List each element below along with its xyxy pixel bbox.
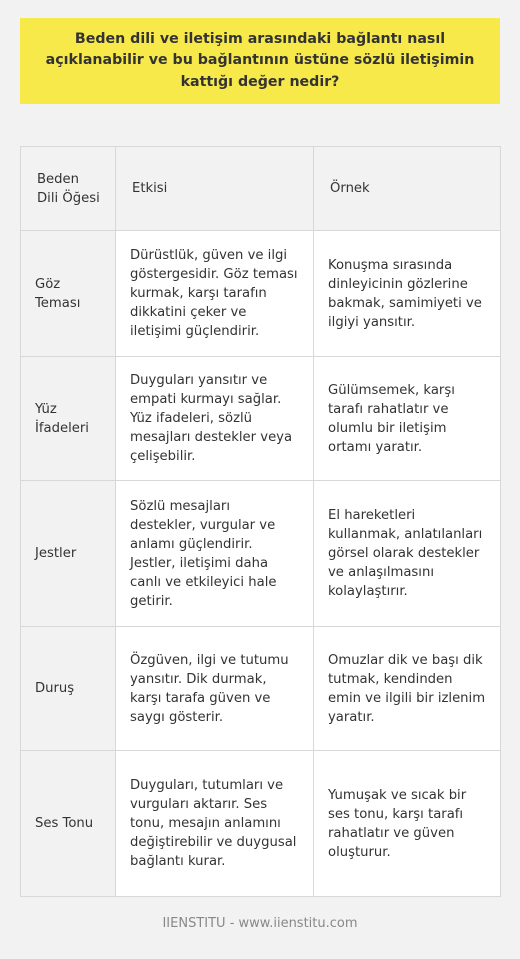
row-effect: Özgüven, ilgi ve tutumu yansıtır. Dik durmak, karşı tarafa güven ve saygı gösterir.	[116, 627, 314, 751]
row-feature: Yüz İfadeleri	[21, 357, 116, 481]
row-feature: Ses Tonu	[21, 751, 116, 897]
question-text: Beden dili ve iletişim arasındaki bağlantı nasıl açıklanabilir ve bu bağlantının üstüne sözlü iletişimin kattığı değer nedir?	[45, 30, 475, 90]
header-feature: Beden Dili Öğesi	[21, 147, 116, 231]
row-example: Konuşma sırasında dinleyicinin gözlerine bakmak, samimiyeti ve ilgiyi yansıtır.	[314, 231, 501, 357]
table-row	[21, 357, 501, 481]
header-effect: Etkisi	[116, 147, 314, 231]
body-language-table	[20, 146, 501, 897]
row-effect: Sözlü mesajları destekler, vurgular ve anlamı güçlendirir. Jestler, iletişimi daha canlı ve etkileyici hale getirir.	[116, 481, 314, 627]
row-effect: Duyguları, tutumları ve vurguları aktarır. Ses tonu, mesajın anlamını değiştirebilir ve duygusal bağlantı kurar.	[116, 751, 314, 897]
table-row	[21, 751, 501, 897]
table-row	[21, 627, 501, 751]
row-example: Yumuşak ve sıcak bir ses tonu, karşı tarafı rahatlatır ve güven oluşturur.	[314, 751, 501, 897]
table-row	[21, 231, 501, 357]
row-example: Omuzlar dik ve başı dik tutmak, kendinden emin ve ilgili bir izlenim yaratır.	[314, 627, 501, 751]
footer-credit: IIENSTITU - www.iienstitu.com	[162, 916, 358, 931]
row-feature: Jestler	[21, 481, 116, 627]
row-feature: Göz Teması	[21, 231, 116, 357]
row-feature: Duruş	[21, 627, 116, 751]
row-effect: Duyguları yansıtır ve empati kurmayı sağlar. Yüz ifadeleri, sözlü mesajları destekler veya çelişebilir.	[116, 357, 314, 481]
table-header-row	[21, 147, 501, 231]
row-effect: Dürüstlük, güven ve ilgi göstergesidir. Göz teması kurmak, karşı tarafın dikkatini çeker ve iletişimi güçlendirir.	[116, 231, 314, 357]
row-example: El hareketleri kullanmak, anlatılanları görsel olarak destekler ve anlaşılmasını kolaylaştırır.	[314, 481, 501, 627]
header-example: Örnek	[314, 147, 501, 231]
table-row	[21, 481, 501, 627]
question-box	[20, 18, 500, 104]
row-example: Gülümsemek, karşı tarafı rahatlatır ve olumlu bir iletişim ortamı yaratır.	[314, 357, 501, 481]
